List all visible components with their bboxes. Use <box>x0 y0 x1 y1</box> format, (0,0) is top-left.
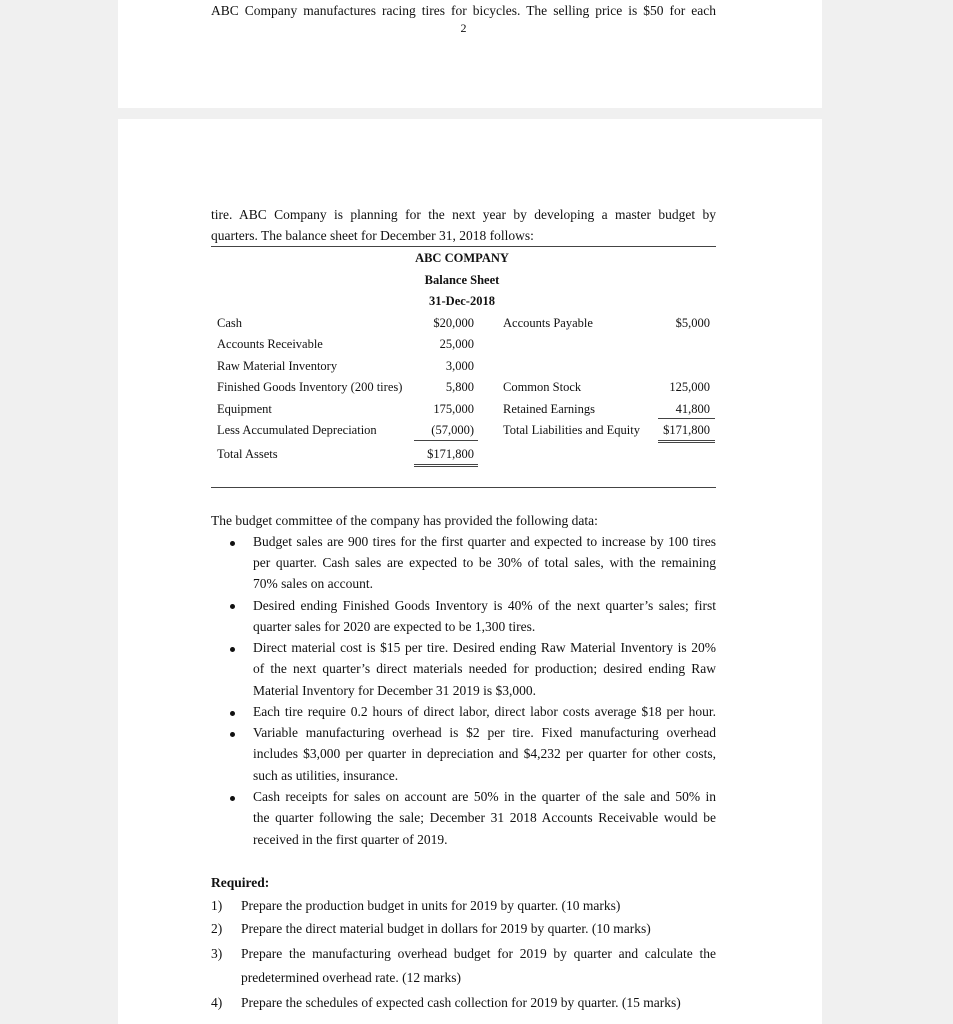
liability-value: $5,000 <box>675 316 710 330</box>
required-line: Prepare the direct material budget in dollars for 2019 by quarter. (10 marks) <box>241 921 651 936</box>
bullet-dot <box>230 647 235 652</box>
bullet-line: received in the first quarter of 2019. <box>253 832 448 847</box>
bullet-dot <box>230 604 235 609</box>
page-number: 2 <box>460 21 467 35</box>
asset-value: (57,000) <box>431 423 474 437</box>
bullet-line: includes $3,000 per quarter in depreciation and $4,232 per quarter for other costs, <box>253 746 716 761</box>
liability-value: 125,000 <box>669 380 710 394</box>
liability-value: 41,800 <box>675 402 710 416</box>
total-double-rule <box>658 442 715 443</box>
required-number: 3) <box>211 946 223 961</box>
page-1 <box>118 0 822 108</box>
required-heading: Required: <box>211 875 270 890</box>
balance-sheet-company: ABC COMPANY <box>415 251 509 265</box>
bullet-line: per quarter. Cash sales are expected to be 30% of total sales, with the remaining <box>253 555 716 570</box>
committee-intro: The budget committee of the company has provided the following data: <box>211 513 598 528</box>
asset-value: 3,000 <box>445 359 474 373</box>
bullet-line: the quarter following the sale; December 31 2018 Accounts Receivable would be <box>253 810 716 825</box>
total-liabilities-value: $171,800 <box>663 423 710 437</box>
bullet-line: Variable manufacturing overhead is $2 per tire. Fixed manufacturing overhead <box>253 725 716 740</box>
liability-label: Retained Earnings <box>503 402 595 416</box>
bullet-dot <box>230 711 235 716</box>
liability-label: Accounts Payable <box>503 316 593 330</box>
bullet-line: of the next quarter’s direct materials needed for production; desired ending Raw <box>253 661 716 676</box>
intro-line-2: tire. ABC Company is planning for the next year by developing a master budget by <box>211 207 716 222</box>
asset-value: 5,800 <box>445 380 474 394</box>
asset-label: Cash <box>217 316 242 330</box>
bullet-line: quarter sales for 2020 are expected to be 1,300 tires. <box>253 619 536 634</box>
table-bottom-rule <box>211 487 716 488</box>
table-top-rule <box>211 246 716 247</box>
total-assets-label: Total Assets <box>217 447 278 461</box>
bullet-dot <box>230 732 235 737</box>
bullet-line: Budget sales are 900 tires for the first quarter and expected to increase by 100 tires <box>253 534 716 549</box>
asset-label: Finished Goods Inventory (200 tires) <box>217 380 403 394</box>
subtotal-rule <box>414 440 478 441</box>
bullet-dot <box>230 796 235 801</box>
bullet-line: Desired ending Finished Goods Inventory is 40% of the next quarter’s sales; first <box>253 598 716 613</box>
required-number: 1) <box>211 898 223 913</box>
asset-value: $20,000 <box>433 316 474 330</box>
bullet-line: such as utilities, insurance. <box>253 768 399 783</box>
required-line: predetermined overhead rate. (12 marks) <box>241 970 462 985</box>
asset-value: 175,000 <box>433 402 474 416</box>
total-double-rule <box>658 440 715 441</box>
bullet-line: Direct material cost is $15 per tire. Desired ending Raw Material Inventory is 20% <box>253 640 716 655</box>
bullet-line: Cash receipts for sales on account are 50% in the quarter of the sale and 50% in <box>253 789 716 804</box>
asset-label: Raw Material Inventory <box>217 359 338 373</box>
asset-value: 25,000 <box>439 337 474 351</box>
required-number: 2) <box>211 921 223 936</box>
total-double-rule <box>414 464 478 465</box>
page-2 <box>118 119 822 1024</box>
required-line: Prepare the production budget in units for 2019 by quarter. (10 marks) <box>241 898 621 913</box>
bullet-line: Each tire require 0.2 hours of direct labor, direct labor costs average $18 per hour. <box>253 704 716 719</box>
liability-label: Common Stock <box>503 380 582 394</box>
bullet-line: 70% sales on account. <box>253 576 373 591</box>
subtotal-rule <box>658 418 715 419</box>
required-line: Prepare the schedules of expected cash collection for 2019 by quarter. (15 marks) <box>241 995 681 1010</box>
asset-label: Accounts Receivable <box>217 337 323 351</box>
required-number: 4) <box>211 995 223 1010</box>
total-assets-value: $171,800 <box>427 447 474 461</box>
intro-line-3: quarters. The balance sheet for December 31, 2018 follows: <box>211 228 534 243</box>
asset-label: Equipment <box>217 402 272 416</box>
total-double-rule <box>414 466 478 467</box>
total-liabilities-label: Total Liabilities and Equity <box>503 423 640 437</box>
required-line: Prepare the manufacturing overhead budget for 2019 by quarter and calculate the <box>241 946 716 961</box>
intro-line-1: ABC Company manufactures racing tires for bicycles. The selling price is $50 for each <box>211 3 716 18</box>
balance-sheet-title: Balance Sheet <box>424 273 500 287</box>
bullet-line: Material Inventory for December 31 2019 is $3,000. <box>253 683 537 698</box>
balance-sheet-date: 31-Dec-2018 <box>429 294 495 308</box>
asset-label: Less Accumulated Depreciation <box>217 423 377 437</box>
bullet-dot <box>230 541 235 546</box>
